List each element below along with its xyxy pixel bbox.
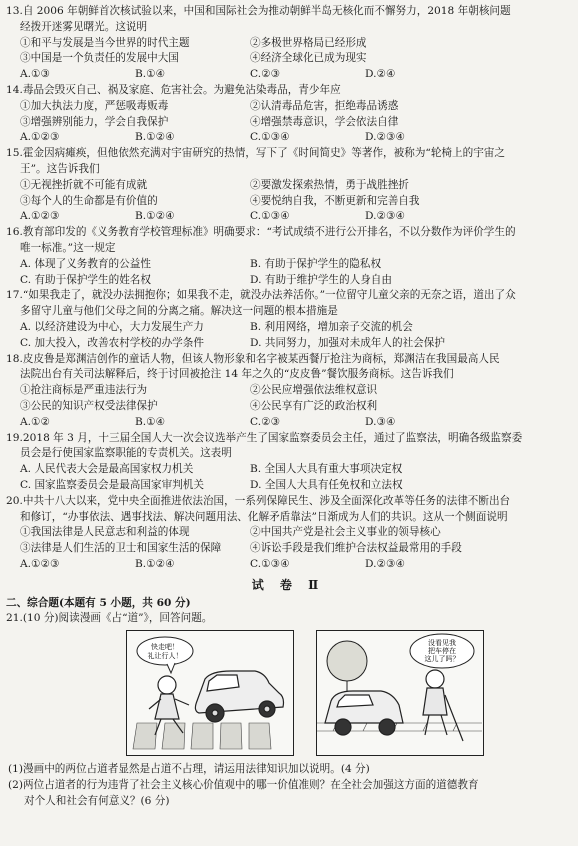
question-stem (6, 352, 570, 384)
question-block (6, 494, 570, 573)
answer-choice: D.②③④ (365, 210, 405, 223)
car-drawing (195, 671, 283, 722)
speech-bubble-right (410, 634, 474, 668)
answer-choice: C.①③④ (250, 210, 290, 223)
section-heading: 二、综合题(本题有 5 小题，共 60 分) (6, 596, 191, 609)
bubble-right-line-3: 这儿了吗？ (424, 655, 460, 664)
option-item: B. 利用网络，增加亲子交流的机会 (250, 320, 413, 333)
bubble-right-line-2: 把车停在 (428, 647, 456, 656)
question-stem-line: 15.霍金因病瘫痪，但他依然充满对宇宙研究的热情，写下了《时间简史》等著作，被称为“轮椅上的宇宙之 (6, 147, 505, 160)
option-item: B. 全国人大具有重大事项决定权 (250, 463, 403, 476)
question-stem-continuation: 王”。这告诉我们 (20, 162, 100, 175)
option-list (6, 462, 570, 494)
option-list (6, 36, 570, 83)
blind-pedestrian-drawing (423, 670, 463, 741)
answer-choice: A.①②③ (20, 210, 60, 223)
answer-choice: B.①②④ (135, 210, 175, 223)
comic-panels (126, 630, 570, 756)
answer-choice: A.①③ (20, 68, 51, 81)
bubble-right-line-1: 没看见我 (428, 639, 456, 648)
question-21-sub-2-line-2: 对个人和社会有何意义？(6 分) (24, 795, 170, 808)
option-item: B. 有助于保护学生的隐私权 (250, 257, 382, 270)
answer-choice-row (20, 557, 570, 573)
option-row (20, 525, 570, 541)
question-stem-continuation: 法院出台有关司法解释后，终于讨回被抢注 14 年之久的“皮皮鲁”餐饮服务商标。这告诉我们 (20, 368, 454, 381)
answer-choice-row (20, 130, 570, 146)
crosswalk-stripes (133, 723, 271, 749)
option-item: ①无视挫折就不可能有成就 (20, 178, 148, 191)
answer-choice: A.①② (20, 415, 51, 428)
question-block (6, 225, 570, 288)
option-row (20, 194, 570, 210)
option-item: ②要激发探索热情，勇于战胜挫折 (250, 178, 409, 191)
question-stem-continuation: 唯一标准。”这一规定 (20, 241, 116, 254)
option-list (6, 525, 570, 572)
answer-choice: D.②③④ (365, 557, 405, 570)
option-item: A. 体现了义务教育的公益性 (20, 257, 151, 270)
option-item: ①加大执法力度，严惩吸毒贩毒 (20, 99, 169, 112)
option-item: ②多极世界格局已经形成 (250, 36, 367, 49)
answer-choice: D.②③④ (365, 131, 405, 144)
option-list (6, 257, 570, 289)
option-item: ④诉讼手段是我们维护合法权益最常用的手段 (250, 542, 462, 555)
option-item: C. 有助于保护学生的姓名权 (20, 273, 151, 286)
answer-choice-row (20, 209, 570, 225)
option-item: ②认清毒品危害，拒绝毒品诱惑 (250, 99, 399, 112)
speech-bubble-left (137, 637, 193, 673)
paper-two-title: 试 卷 Ⅱ (251, 577, 325, 592)
question-block (6, 4, 570, 83)
question-stem (6, 225, 570, 257)
answer-choice: B.①②④ (135, 557, 175, 570)
option-row (20, 541, 570, 557)
option-item: A. 人民代表大会是最高国家权力机关 (20, 463, 194, 476)
answer-choice-row (20, 67, 570, 83)
option-row (20, 336, 570, 352)
question-block (6, 146, 570, 225)
answer-choice: A.①②③ (20, 131, 60, 144)
question-block (6, 352, 570, 431)
option-list (6, 99, 570, 146)
option-item: ①抢注商标是严重违法行为 (20, 384, 148, 397)
option-item: D. 全国人大具有任免权和立法权 (250, 478, 403, 491)
answer-choice: C.①③④ (250, 131, 290, 144)
bubble-left-line-1: 快走吧！ (151, 643, 179, 652)
option-row (20, 51, 570, 67)
question-stem-line: 19.2018 年 3 月，十三届全国人大一次会议选举产生了国家监察委员会主任，通过了监察法，明确各级监察委 (6, 431, 523, 444)
option-row (20, 399, 570, 415)
answer-choice: B.①④ (135, 68, 166, 81)
option-row (20, 99, 570, 115)
option-item: ③增强辨别能力，学会自我保护 (20, 115, 169, 128)
option-item: D. 共同努力，加强对未成年人的社会保护 (250, 336, 445, 349)
option-item: ③中国是一个负责任的发展中大国 (20, 52, 179, 65)
question-block (6, 83, 570, 146)
question-stem-line: 13.自 2006 年朝鲜首次核试验以来，中国和国际社会为推动朝鲜半岛无核化而不懈努力，2018 年朝核问题 (6, 5, 511, 17)
question-21-intro: 21.(10 分)阅读漫画《占“道”》，回答问题。 (6, 611, 213, 624)
answer-choice: C.②③ (250, 415, 281, 428)
option-row (20, 383, 570, 399)
question-stem-continuation: 经拨开迷雾见曙光。这说明 (20, 20, 148, 33)
comic-right-panel (316, 630, 484, 756)
answer-choice: C.①③④ (250, 557, 290, 570)
option-item: ①我国法律是人民意志和利益的体现 (20, 526, 190, 539)
option-list (6, 383, 570, 430)
question-stem-continuation: 多留守儿童与他们父母之间的分离之痛。解决这一问题的根本措施是 (20, 305, 338, 318)
question-stem (6, 83, 570, 99)
option-item: ③公民的知识产权受法律保护 (20, 399, 158, 412)
option-list (6, 320, 570, 352)
option-row (20, 273, 570, 289)
question-21-sub-1: (1)漫画中的两位占道者显然是占道不占理，请运用法律知识加以说明。(4 分) (8, 763, 370, 776)
answer-choice: B.①②④ (135, 131, 175, 144)
question-stem (6, 494, 570, 526)
option-row (20, 478, 570, 494)
option-row (20, 257, 570, 273)
option-item: ④增强禁毒意识，学会依法自律 (250, 115, 399, 128)
question-stem-line: 20.中共十八大以来，党中央全面推进依法治国，一系列保障民生、涉及全面深化改革等任务的法律不断出台 (6, 494, 511, 507)
option-item: C. 国家监察委员会是最高国家审判机关 (20, 478, 204, 491)
answer-choice: A.①②③ (20, 557, 60, 570)
question-21-sub-2-line-1: (2)两位占道者的行为违背了社会主义核心价值观中的哪一价值准则？在全社会加强这方面的道德教育 (8, 779, 479, 792)
question-stem-line: 17.“如果我走了，就没办法拥抱你；如果我不走，就没办法养活你。”一位留守儿童父亲的无奈之语，道出了众 (6, 289, 516, 302)
question-stem-line: 14.毒品会毁灭自己、祸及家庭、危害社会。为避免沾染毒品，青少年应 (6, 83, 341, 96)
question-stem (6, 288, 570, 320)
option-item: ④经济全球化已成为现实 (250, 52, 367, 65)
question-stem-line: 18.皮皮鲁是郑渊洁创作的童话人物，但该人物形象和名字被某西餐厅抢注为商标，郑渊洁在我国最高人民 (6, 352, 500, 365)
question-stem-continuation: 和修订，“办事依法、遇事找法、解决问题用法、化解矛盾靠法”日渐成为人们的共识。这从一个侧面说明 (20, 510, 508, 523)
answer-choice: D.②④ (365, 68, 396, 81)
option-row (20, 320, 570, 336)
answer-choice: D.③④ (365, 415, 396, 428)
option-row (20, 115, 570, 131)
option-item: A. 以经济建设为中心，大力发展生产力 (20, 320, 204, 333)
option-item: C. 加大投入，改善农村学校的办学条件 (20, 336, 204, 349)
answer-choice: B.①④ (135, 415, 166, 428)
answer-choice: C.②③ (250, 68, 281, 81)
option-item: ④公民享有广泛的政治权利 (250, 399, 378, 412)
question-block (6, 288, 570, 351)
question-block (6, 431, 570, 494)
answer-choice-row (20, 415, 570, 431)
option-row (20, 462, 570, 478)
question-stem (6, 146, 570, 178)
option-row (20, 36, 570, 52)
multiple-choice-section (6, 4, 570, 573)
option-item: ②公民应增强依法维权意识 (250, 384, 378, 397)
question-stem-line: 16.教育部印发的《义务教育学校管理标准》明确要求：“考试成绩不进行公开排名，不以分数作为评价学生的 (6, 226, 516, 239)
comic-left-panel (126, 630, 294, 756)
question-21-sub-2 (6, 778, 570, 810)
option-list (6, 178, 570, 225)
option-row (20, 178, 570, 194)
question-stem (6, 431, 570, 463)
bubble-left-line-2: 礼让行人！ (147, 652, 183, 661)
option-item: ②中国共产党是社会主义事业的领导核心 (250, 526, 441, 539)
option-item: ④要悦纳自我，不断更新和完善自我 (250, 194, 420, 207)
option-item: ①和平与发展是当今世界的时代主题 (20, 36, 190, 49)
option-item: D. 有助于维护学生的人身自由 (250, 273, 392, 286)
option-item: ③每个人的生命都是有价值的 (20, 194, 158, 207)
question-stem-continuation: 员会是行使国家监察职能的专责机关。这表明 (20, 447, 232, 460)
option-item: ③法律是人们生活的卫士和国家生活的保障 (20, 542, 222, 555)
question-stem (6, 4, 570, 36)
